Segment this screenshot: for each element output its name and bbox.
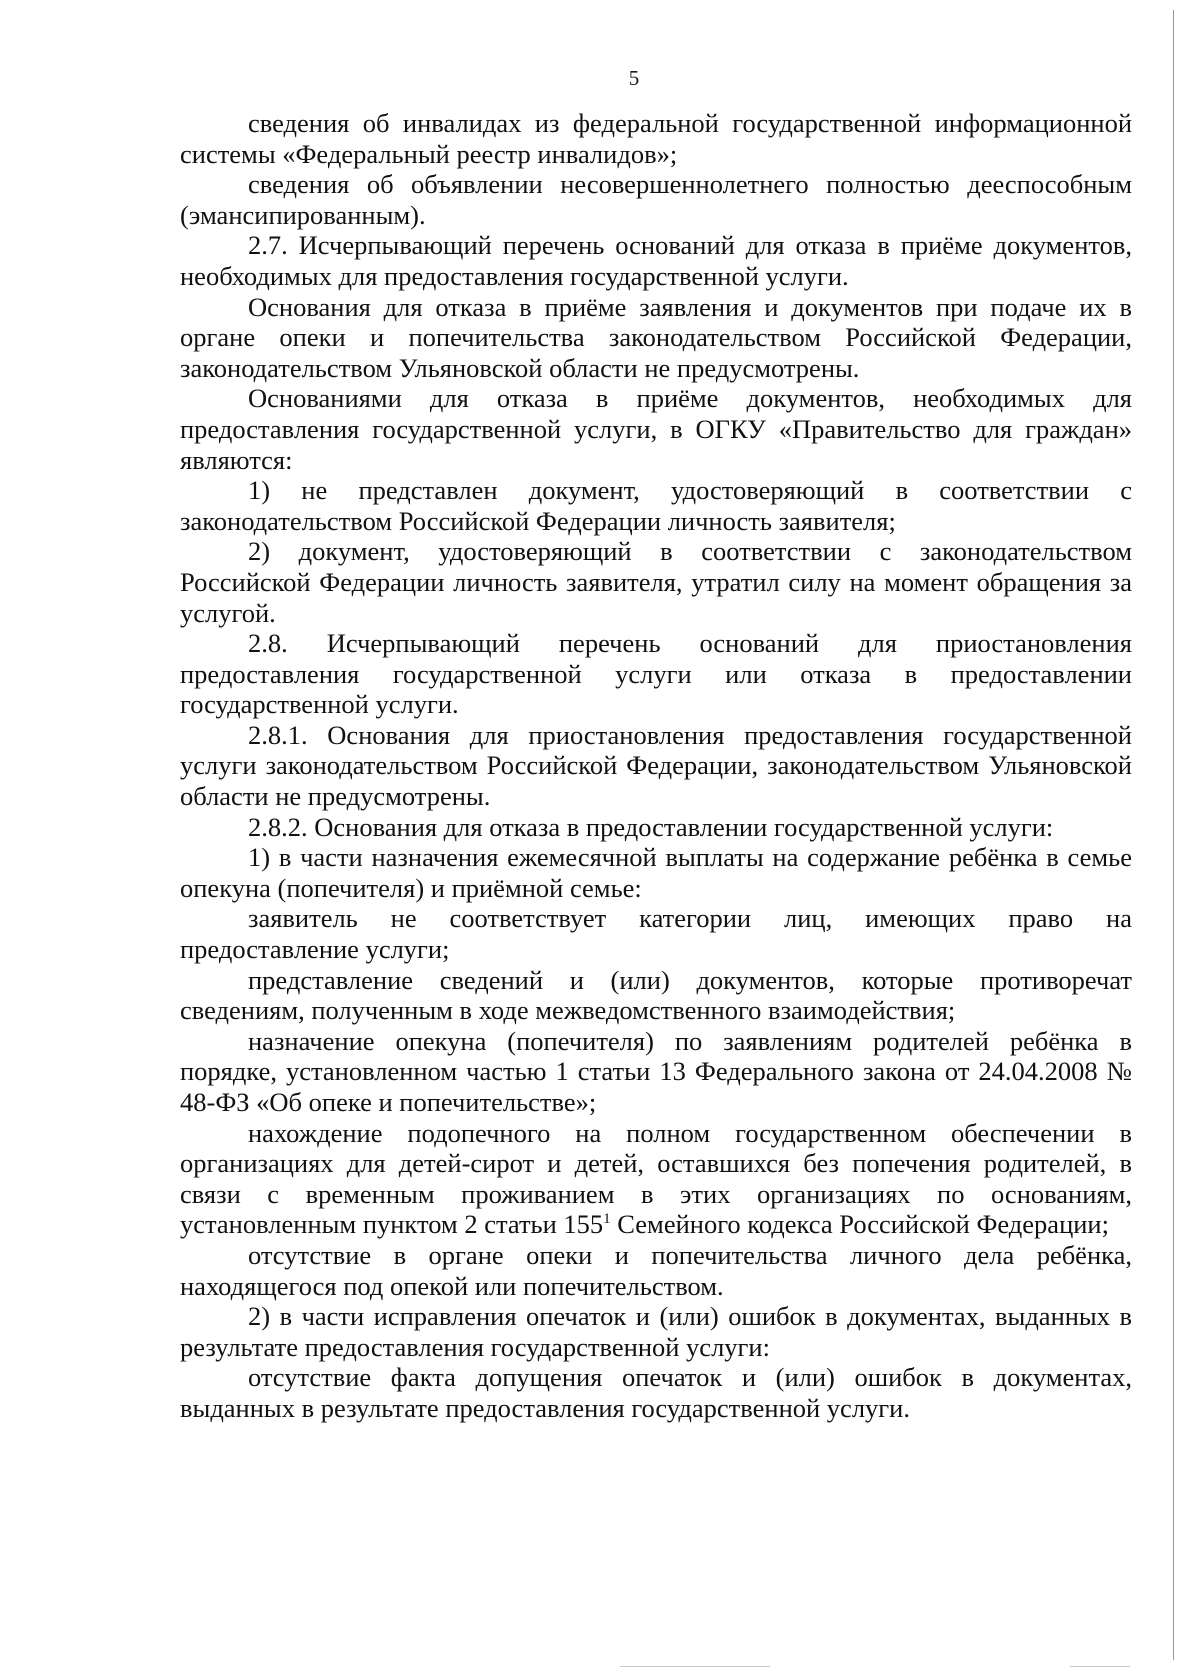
- paragraph: заявитель не соответствует категории лиц, имеющих право на предоставление услуги;: [180, 903, 1132, 965]
- paragraph-text-before: нахождение подопечного на полном государственном обеспечении в организациях для детей-сирот и детей, оставшихся без попечения родителей, в связи с временным проживанием в этих организациях по основаниям, установленным пунктом 2 статьи 155: [180, 1117, 1132, 1240]
- paragraph: 2) документ, удостоверяющий в соответствии с законодательством Российской Федерации личность заявителя, утратил силу на момент обращения за услугой.: [180, 536, 1132, 628]
- paragraph: Основаниями для отказа в приёме документов, необходимых для предоставления государственной услуги, в ОГКУ «Правительство для граждан» являются:: [180, 383, 1132, 475]
- paragraph: представление сведений и (или) документов, которые противоречат сведениям, полученным в ходе межведомственного взаимодействия;: [180, 964, 1132, 1026]
- paragraph: отсутствие факта допущения опечаток и (или) ошибок в документах, выданных в результате предоставления государственной услуги.: [180, 1362, 1132, 1423]
- paragraph: назначение опекуна (попечителя) по заявлениям родителей ребёнка в порядке, установленном частью 1 статьи 13 Федерального закона от 24.04.2008 № 48-ФЗ «Об опеке и попечительстве»;: [180, 1025, 1132, 1117]
- paragraph: сведения об объявлении несовершеннолетнего полностью дееспособным (эмансипированным).: [180, 169, 1132, 230]
- paragraph: 2.8.1. Основания для приостановления предоставления государственной услуги законодательством Российской Федерации, законодательством Ульяновской области не предусмотрены.: [180, 719, 1132, 812]
- paragraph: отсутствие в органе опеки и попечительства личного дела ребёнка, находящегося под опекой или попечительством.: [180, 1239, 1132, 1301]
- paragraph: 2.8.2. Основания для отказа в предоставлении государственной услуги:: [248, 811, 1054, 842]
- scan-artifact-line: [620, 1666, 770, 1667]
- paragraph-text-after: Семейного кодекса Российской Федерации;: [610, 1209, 1109, 1240]
- paragraph: 2) в части исправления опечаток и (или) ошибок в документах, выданных в результате предоставления государственной услуги:: [180, 1301, 1132, 1362]
- paragraph-with-footnote: [180, 1118, 1132, 1240]
- paragraph: 1) не представлен документ, удостоверяющий в соответствии с законодательством Российской Федерации личность заявителя;: [180, 475, 1132, 536]
- paragraph: 2.7. Исчерпывающий перечень оснований для отказа в приёме документов, необходимых для предоставления государственной услуги.: [180, 230, 1132, 291]
- paragraph: Основания для отказа в приёме заявления и документов при подаче их в органе опеки и попечительства законодательством Российской Федерации, законодательством Ульяновской области не предусмотрены.: [180, 291, 1132, 383]
- document-body: [180, 108, 1132, 1424]
- paragraph: сведения об инвалидах из федеральной государственной информационной системы «Федеральный реестр инвалидов»;: [180, 108, 1132, 169]
- superscript-mark: 1: [603, 1211, 611, 1228]
- paragraph: 2.8. Исчерпывающий перечень оснований для приостановления предоставления государственной услуги или отказа в предоставлении государственной услуги.: [180, 628, 1132, 720]
- paragraph: 1) в части назначения ежемесячной выплаты на содержание ребёнка в семье опекуна (попечителя) и приёмной семье:: [180, 842, 1132, 903]
- page-number: 5: [628, 66, 640, 90]
- scan-edge-line: [1173, 10, 1174, 1660]
- scan-artifact-line: [1070, 1666, 1130, 1667]
